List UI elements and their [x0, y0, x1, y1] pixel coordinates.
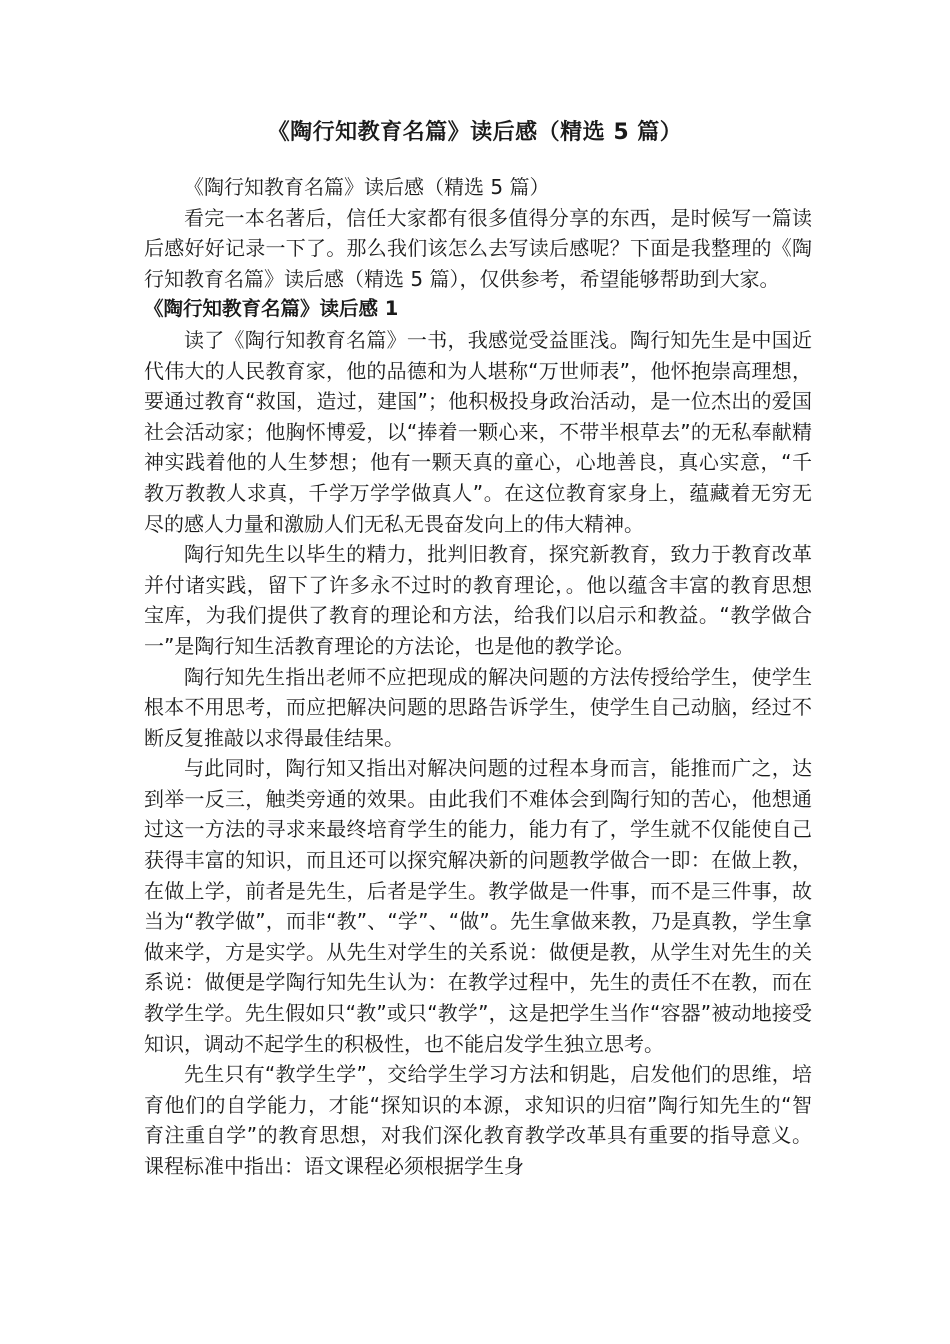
body-paragraph: 陶行知先生以毕生的精力，批判旧教育，探究新教育，致力于教育改革并付诸实践，留下了许多永不过时的教育理论，。他以蕴含丰富的教育思想宝库，为我们提供了教育的理论和方法，给我们以启示和教益。“教学做合一”是陶行知生活教育理论的方法论，也是他的教学论。 — [144, 542, 812, 658]
intro-paragraph: 看完一本名著后，信任大家都有很多值得分享的东西，是时候写一篇读后感好好记录一下了。那么我们该怎么去写读后感呢？下面是我整理的《陶行知教育名篇》读后感（精选 5 篇），仅供参考，希望能够帮助到大家。 — [144, 205, 812, 291]
document-body — [144, 172, 812, 1182]
document-subtitle: 《陶行知教育名篇》读后感（精选 5 篇） — [184, 175, 550, 199]
body-paragraph: 陶行知先生指出老师不应把现成的解决问题的方法传授给学生，使学生根本不用思考，而应把解决问题的思路告诉学生，使学生自己动脑，经过不断反复推敲以求得最佳结果。 — [144, 664, 812, 750]
document-title: 《陶行知教育名篇》读后感（精选 5 篇） — [267, 120, 683, 145]
body-paragraph: 先生只有“教学生学”，交给学生学习方法和钥匙，启发他们的思维，培育他们的自学能力，才能“探知识的本源，求知识的归宿”陶行知先生的“智育注重自学”的教育思想，对我们深化教育教学改革具有重要的指导意义。课程标准中指出：语文课程必须根据学生身 — [144, 1062, 812, 1178]
body-paragraph: 与此同时，陶行知又指出对解决问题的过程本身而言，能推而广之，达到举一反三，触类旁通的效果。由此我们不难体会到陶行知的苦心，他想通过这一方法的寻求来最终培育学生的能力，能力有了，学生就不仅能使自己获得丰富的知识，而且还可以探究解决新的问题教学做合一即：在做上教，在做上学，前者是先生，后者是学生。教学做是一件事，而不是三件事，故当为“教学做”，而非“教”、“学”、“做”。先生拿做来教，乃是真教，学生拿做来学，方是实学。从先生对学生的关系说：做便是教，从学生对先生的关系说：做便是学陶行知先生认为：在教学过程中，先生的责任不在教，而在教学生学。先生假如只“教”或只“教学”，这是把学生当作“容器”被动地接受知识，调动不起学生的积极性，也不能启发学生独立思考。 — [144, 756, 812, 1056]
section-heading: 《陶行知教育名篇》读后感 1 — [144, 297, 399, 321]
body-paragraph: 读了《陶行知教育名篇》一书，我感觉受益匪浅。陶行知先生是中国近代伟大的人民教育家，他的品德和为人堪称“万世师表”，他怀抱崇高理想，要通过教育“救国，造过，建国”；他积极投身政治活动，是一位杰出的爱国社会活动家；他胸怀博爱，以“捧着一颗心来，不带半根草去”的无私奉献精神实践着他的人生梦想；他有一颗天真的童心，心地善良，真心实意，“千教万教教人求真，千学万学学做真人”。在这位教育家身上，蕴藏着无穷无尽的感人力量和激励人们无私无畏奋发向上的伟大精神。 — [144, 327, 812, 536]
